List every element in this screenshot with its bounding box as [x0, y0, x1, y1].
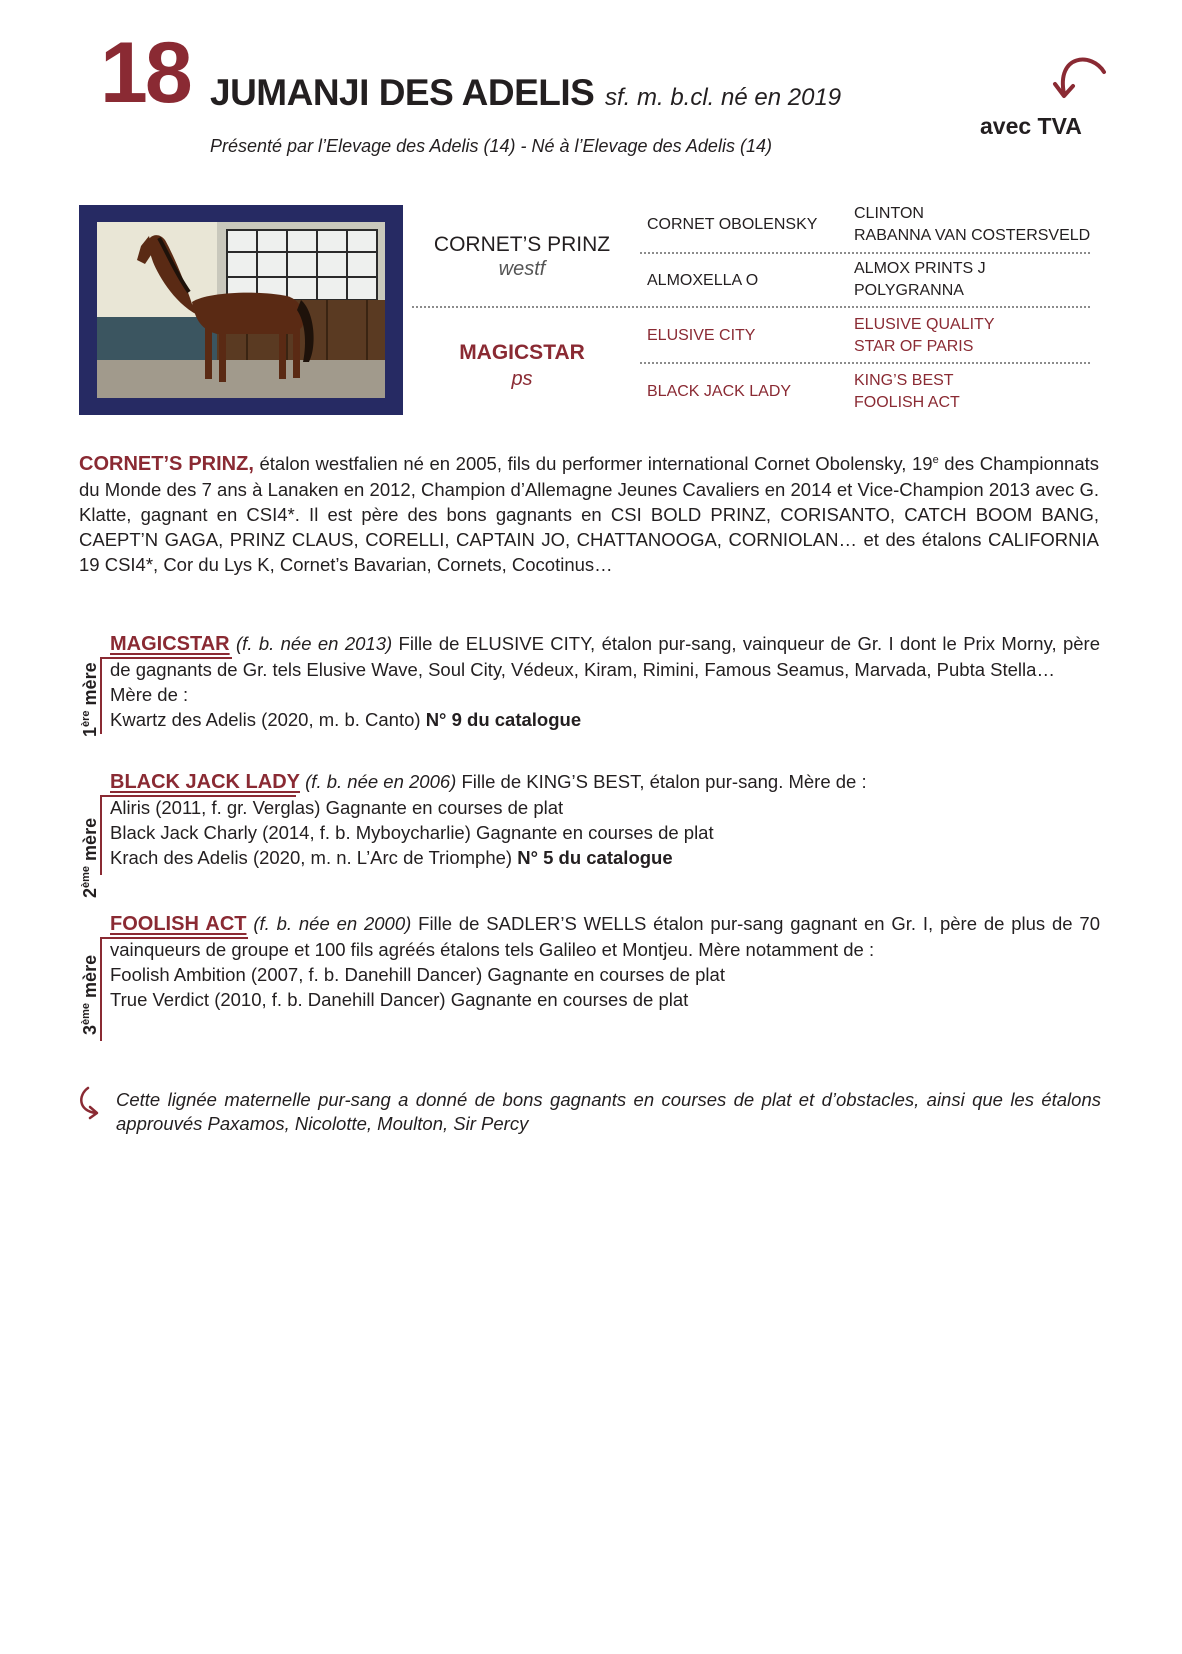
pedigree-sire-name: CORNET’S PRINZ	[433, 233, 611, 256]
dam-section-2	[110, 769, 1100, 870]
lot-number: 18	[100, 25, 190, 121]
dam-title: FOOLISH ACT	[110, 913, 247, 935]
pedigree-dam-sire: ELUSIVE CITY	[647, 327, 756, 344]
pedigree-dam-dam: BLACK JACK LADY	[647, 383, 792, 400]
pedigree-ds-dam: STAR OF PARIS	[854, 338, 974, 355]
pedigree-ss-sire: CLINTON	[854, 205, 924, 222]
dam-offspring-line: Foolish Ambition (2007, f. b. Danehill Dancer) Gagnante en courses de plat	[110, 964, 725, 985]
dam-offspring-line: Krach des Adelis (2020, m. n. L’Arc de Triomphe) N° 5 du catalogue	[110, 847, 673, 868]
dam-generation-label: 3ème mère	[80, 954, 100, 1035]
dam-text: Fille de SADLER’S WELLS étalon pur-sang gagnant en Gr. I, père de plus de 70 vainqueurs de groupe et 100 fils agréés étalons tels Galileo et Montjeu. Mère notamment de :	[110, 913, 1101, 960]
pedigree-divider	[412, 306, 1090, 308]
pedigree-sire-breed: westf	[498, 258, 546, 280]
dam-text: Fille de KING’S BEST, étalon pur-sang. Mère de :	[456, 771, 867, 792]
pedigree-divider	[640, 362, 1090, 364]
pedigree-dd-sire: KING’S BEST	[854, 372, 954, 389]
dam-generation-label: 2ème mère	[80, 817, 100, 898]
dam-offspring-line: Kwartz des Adelis (2020, m. b. Canto) N° 9 du catalogue	[110, 709, 582, 730]
catalogue-ref: N° 9 du catalogue	[425, 709, 582, 730]
horse-description: sf. m. b.cl. né en 2019	[605, 84, 842, 111]
dam-title: MAGICSTAR	[110, 633, 230, 655]
dam-offspring-line: True Verdict (2010, f. b. Danehill Dancer) Gagnante en courses de plat	[110, 989, 689, 1010]
sire-paragraph-text: des Championnats du Monde des 7 ans à Lanaken en 2012, Champion d’Allemagne Jeunes Cavaliers en 2014 et Vice-Champion 2013 avec G. Klatte, gagnant en CSI4*. Il est père des bons gagnants en CSI BOLD PRINZ, CORISANTO, CATCH BOOM BANG, CAEPT’N GAGA, PRINZ CLAUS, CORELLI, CAPTAIN JO, CHATTANOOGA, CORNIOLAN… et des étalons CALIFORNIA 19 CSI4*, Cor du Lys K, Cornet’s Bavarian, Cornets, Cocotinus…	[79, 453, 1100, 575]
presenter-line: Présenté par l’Elevage des Adelis (14) - Né à l’Elevage des Adelis (14)	[210, 136, 772, 156]
pedigree-dam-name: MAGICSTAR	[459, 341, 585, 364]
dam-section-3	[110, 911, 1100, 1012]
dam-info: (f. b. née en 2000)	[253, 913, 412, 934]
sire-paragraph	[79, 451, 1099, 577]
sire-paragraph-sup: e	[932, 453, 939, 466]
horse-name: JUMANJI DES ADELIS	[210, 72, 595, 113]
maternal-line-note: Cette lignée maternelle pur-sang a donné de bons gagnants en courses de plat et d’obstacles, ainsi que les étalons approuvés Paxamos, Nicolotte, Moulton, Sir Percy	[116, 1089, 1101, 1134]
dam-generation-label: 1ère mère	[80, 662, 100, 737]
pedigree-sd-dam: POLYGRANNA	[854, 282, 964, 299]
sire-paragraph-text: étalon westfalien né en 2005, fils du performer international Cornet Obolensky, 19	[253, 453, 933, 474]
dam-info: (f. b. née en 2006)	[305, 771, 457, 792]
dam-text: Fille de ELUSIVE CITY, étalon pur-sang, vainqueur de Gr. I dont le Prix Morny, père de gagnants de Gr. tels Elusive Wave, Soul City, Védeux, Kiram, Rimini, Famous Seamus, Marvada, Pubta Stella…	[110, 633, 1101, 680]
pedigree-sire-sire: CORNET OBOLENSKY	[647, 216, 818, 233]
catalogue-ref: N° 5 du catalogue	[517, 847, 673, 868]
pedigree-dam-breed: ps	[511, 368, 533, 390]
dam-offspring-line: Black Jack Charly (2014, f. b. Myboycharlie) Gagnante en courses de plat	[110, 822, 714, 843]
curved-arrow-icon	[76, 1085, 106, 1121]
dam-section-1	[110, 631, 1100, 732]
dam-offspring-intro: Mère de :	[110, 684, 189, 705]
sire-paragraph-name: CORNET’S PRINZ,	[79, 453, 254, 475]
curved-arrow-icon	[1042, 50, 1122, 120]
pedigree-ds-sire: ELUSIVE QUALITY	[854, 316, 995, 333]
pedigree-sd-sire: ALMOX PRINTS J	[854, 260, 986, 277]
tva-label: avec TVA	[980, 113, 1082, 139]
pedigree-ss-dam: RABANNA VAN COSTERSVELD	[854, 227, 1091, 244]
pedigree-sire-dam: ALMOXELLA O	[647, 272, 759, 289]
pedigree-dd-dam: FOOLISH ACT	[854, 394, 960, 411]
photo-frame	[79, 205, 403, 415]
dam-title: BLACK JACK LADY	[110, 771, 300, 793]
pedigree-divider	[640, 252, 1090, 254]
dam-offspring-line: Aliris (2011, f. gr. Verglas) Gagnante en courses de plat	[110, 797, 564, 818]
dam-info: (f. b. née en 2013)	[236, 633, 393, 654]
horse-photo	[97, 222, 385, 398]
